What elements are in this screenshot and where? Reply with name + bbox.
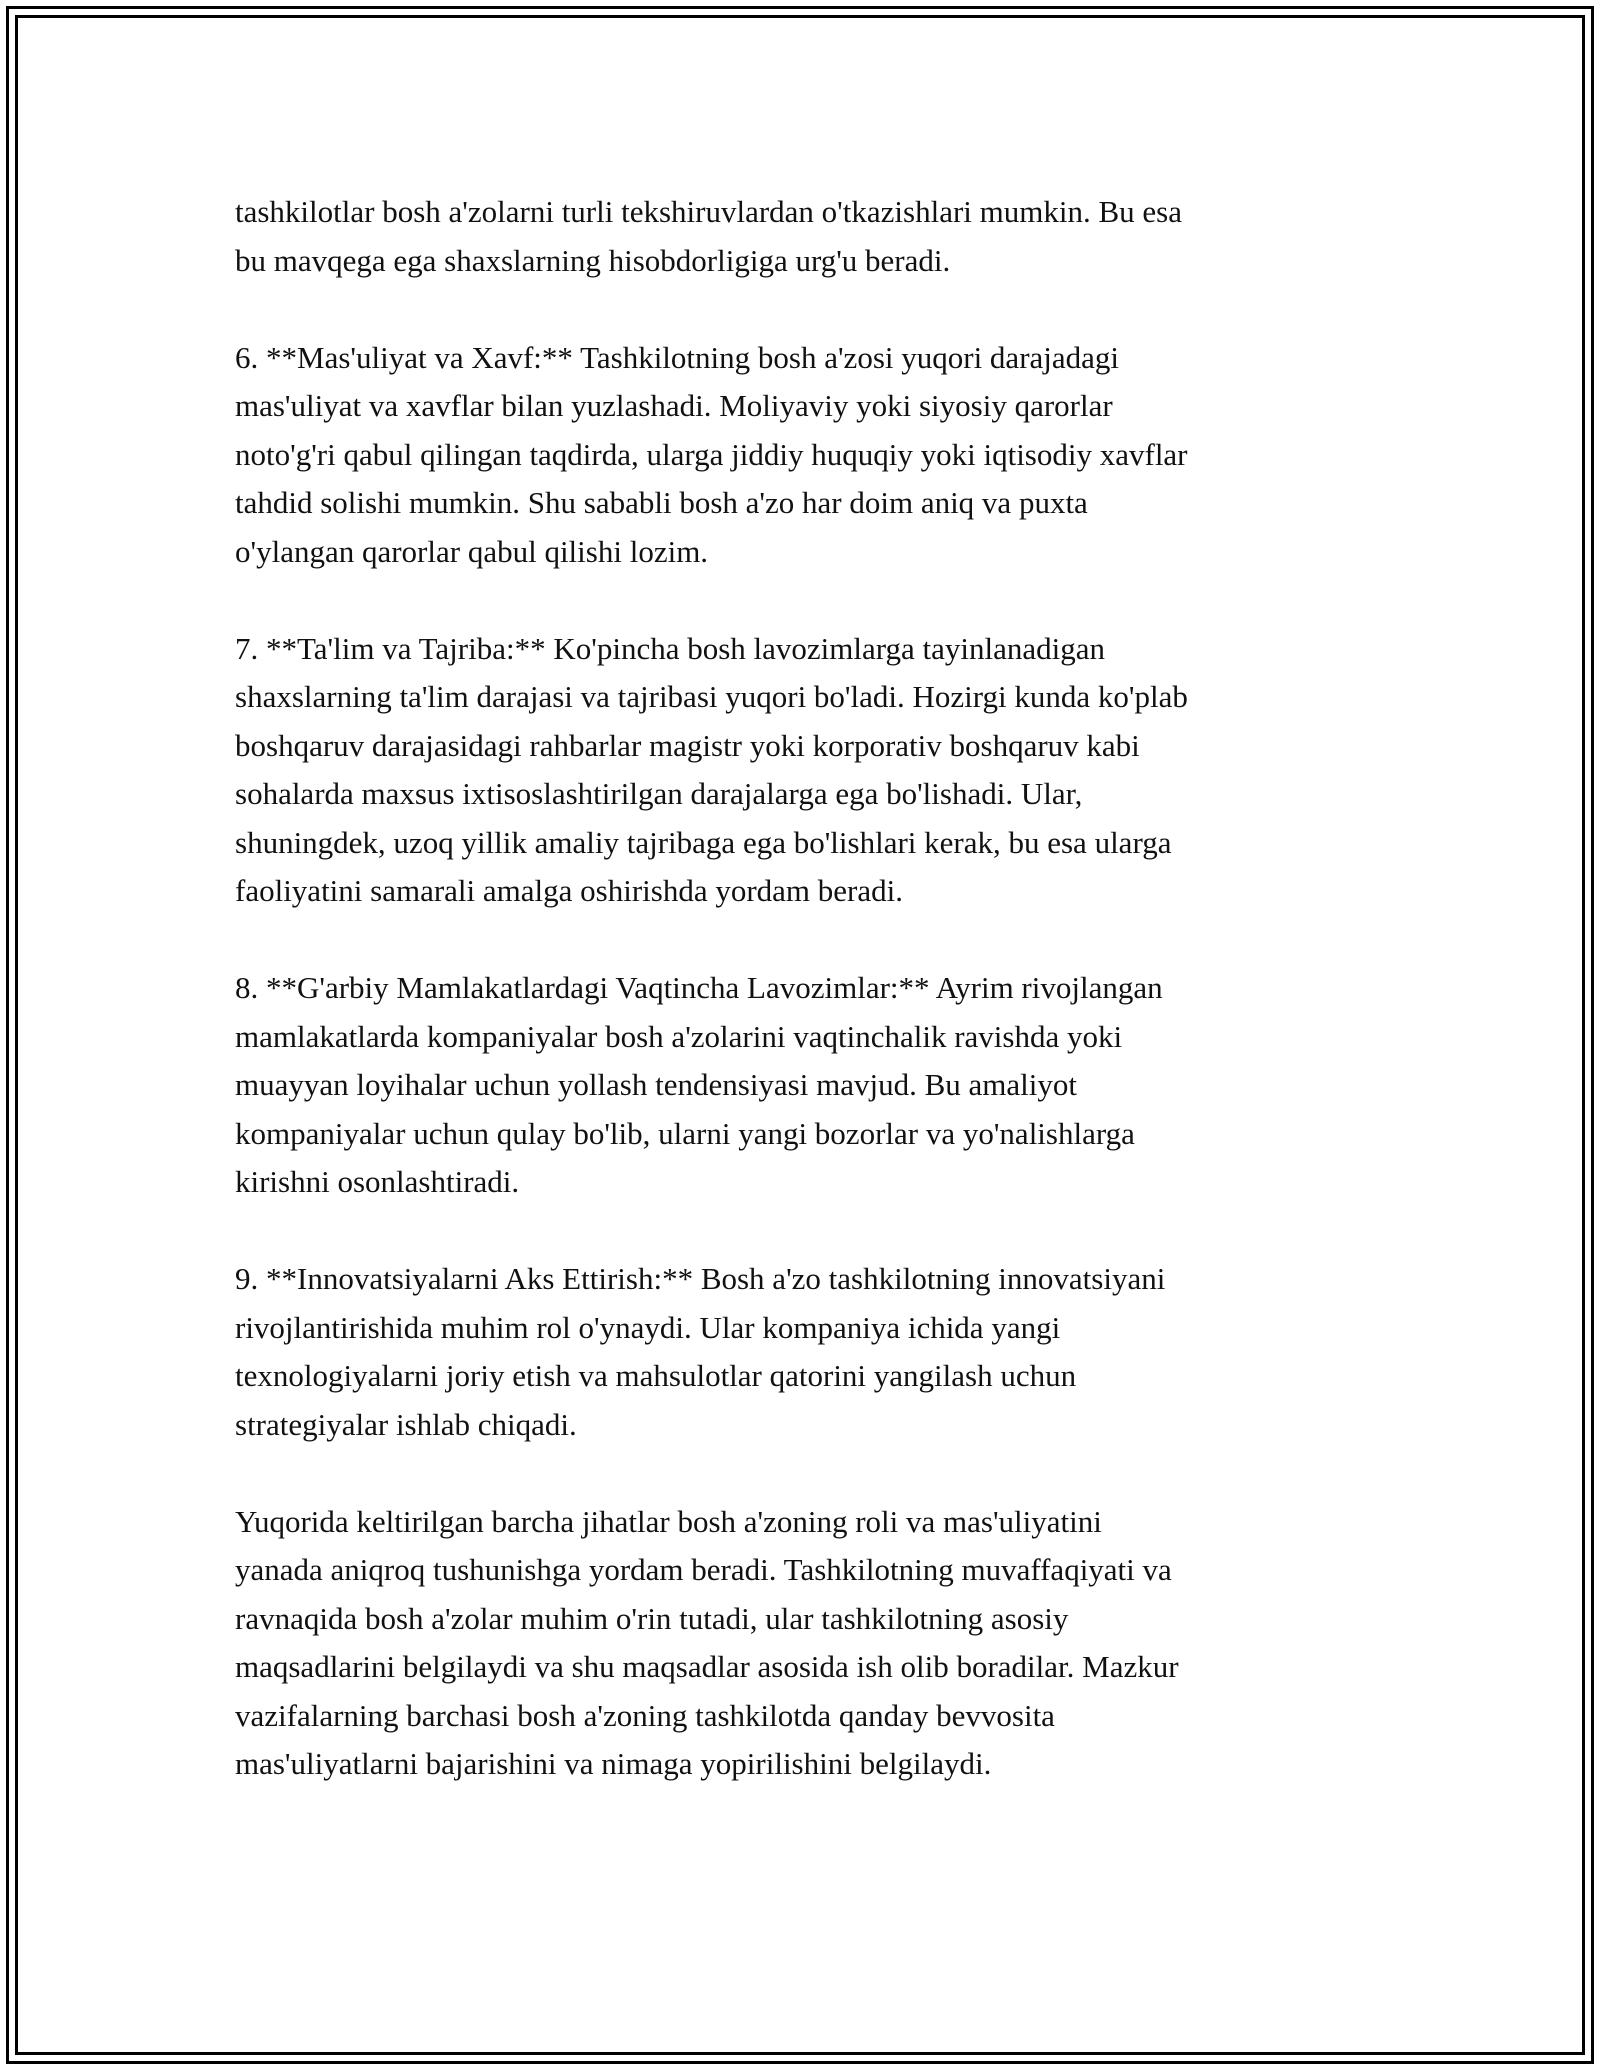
paragraph-item-7: 7. **Ta'lim va Tajriba:** Ko'pincha bosh lavozimlarga tayinlanadigan shaxslarning ta'lim darajasi va tajribasi yuqori bo'ladi. Hozirgi kunda ko'plab boshqaruv darajasidagi rahbarlar magistr yoki korporativ boshqaruv kabi sohalarda maxsus ixtisoslashtirilgan darajalarga ega bo'lishadi. Ular, shuningdek, uzoq yillik amaliy tajribaga ega bo'lishlari kerak, bu esa ularga faoliyatini samarali amalga oshirishda yordam beradi. xyxy=(235,630,1188,908)
paragraph-conclusion: Yuqorida keltirilgan barcha jihatlar bosh a'zoning roli va mas'uliyatini yanada aniqroq tushunishga yordam beradi. Tashkilotning muvaffaqiyati va ravnaqida bosh a'zolar muhim o'rin tutadi, ular tashkilotning asosiy maqsadlarini belgilaydi va shu maqsadlar asosida ish olib boradilar. Mazkur vazifalarning barchasi bosh a'zoning tashkilotda qanday bevvosita mas'uliyatlarni bajarishini va nimaga yopirilishini belgilaydi. xyxy=(235,1503,1179,1781)
paragraph-item-6: 6. **Mas'uliyat va Xavf:** Tashkilotning bosh a'zosi yuqori darajadagi mas'uliyat va xavflar bilan yuzlashadi. Moliyaviy yoki siyosiy qarorlar noto'g'ri qabul qilingan taqdirda, ularga jiddiy huquqiy yoki iqtisodiy xavflar tahdid solishi mumkin. Shu sababli bosh a'zo har doim aniq va puxta o'ylangan qarorlar qabul qilishi lozim. xyxy=(235,339,1188,569)
paragraph-item-8: 8. **G'arbiy Mamlakatlardagi Vaqtincha Lavozimlar:** Ayrim rivojlangan mamlakatlarda kompaniyalar bosh a'zolarini vaqtinchalik ravishda yoki muayyan loyihalar uchun yollash tendensiyasi mavjud. Bu amaliyot kompaniyalar uchun qulay bo'lib, ularni yangi bozorlar va yo'nalishlarga kirishni osonlashtiradi. xyxy=(235,970,1163,1199)
document-body xyxy=(235,188,1375,1837)
paragraph-item-9: 9. **Innovatsiyalarni Aks Ettirish:** Bosh a'zo tashkilotning innovatsiyani rivojlantirishida muhim rol o'ynaydi. Ular kompaniya ichida yangi texnologiyalarni joriy etish va mahsulotlar qatorini yangilash uchun strategiyalar ishlab chiqadi. xyxy=(235,1261,1166,1442)
paragraph-continuation: tashkilotlar bosh a'zolarni turli tekshiruvlardan o'tkazishlari mumkin. Bu esa bu mavqega ega shaxslarning hisobdorligiga urg'u beradi. xyxy=(235,194,1182,278)
